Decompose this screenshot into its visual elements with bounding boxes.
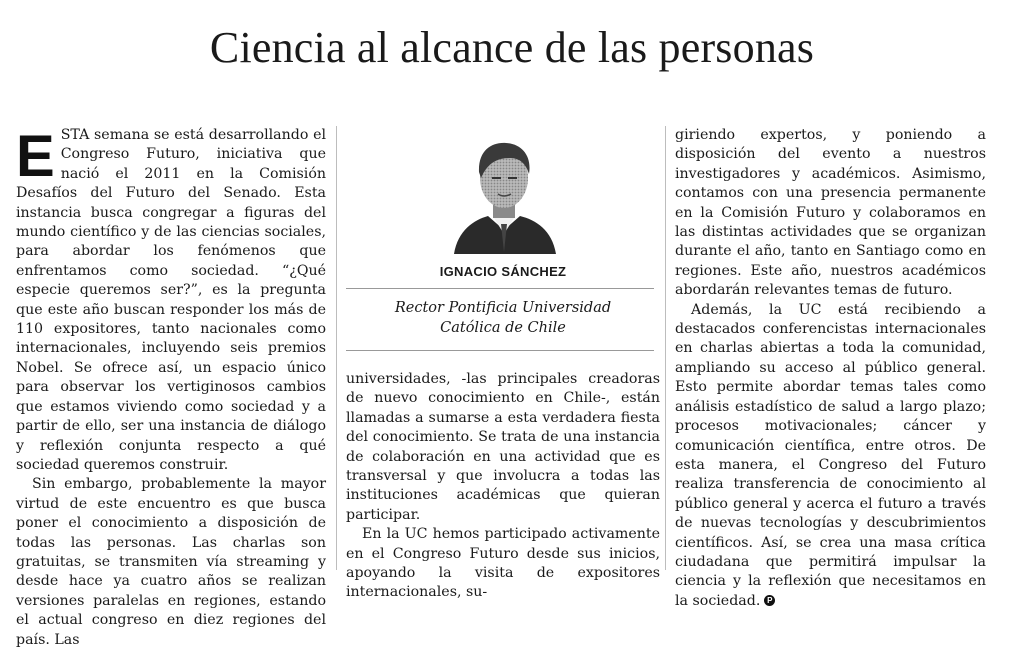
divider <box>346 350 654 351</box>
headline: Ciencia al alcance de las personas <box>209 23 815 72</box>
drop-cap: E <box>16 124 55 189</box>
paragraph: Sin embargo, probablemente la mayor virtud de este encuentro es que busca poner el conocimiento a disposición de todas las personas. Las charlas son gratuitas, se transmiten vía streaming y desde hace ya cuatro años se realizan versiones paralelas en regiones, estando el actual congreso en diez regiones del país. Las <box>16 476 326 648</box>
paragraph-text: Además, la UC está recibiendo a destacados conferencistas internacionales en charlas abiertas a toda la comunidad, ampliando su acceso al público general. Esto permite abordar temas tales como análisis estadístico de salud a largo plazo; procesos motivacionales; cáncer y comunicación científica, entre otros. De esta manera, el Congreso del Futuro realiza transferencia de conocimiento al público general y acerca el futuro a través de nuevas tecnologías y descubrimientos científicos. Así, se crea una masa crítica ciudadana que permitirá impulsar la ciencia y la reflexión que necesitamos en la sociedad. <box>675 301 986 609</box>
author-name: IGNACIO SÁNCHEZ <box>439 264 567 279</box>
paragraph: universidades, -las principales creadoras de nuevo conocimiento en Chile-, están llamadas a sumarse a esta verdadera fiesta del conocimiento. Se trata de una instancia de colaboración en una actividad que es transversal y que involucra a todas las instituciones académicas que quieran participar. <box>346 371 660 523</box>
end-mark-icon: P <box>764 595 775 606</box>
author-title <box>346 298 660 338</box>
paragraph: giriendo expertos, y poniendo a disposición del evento a nuestros investigadores y académicos. Asimismo, contamos con una presencia permanente en la Comisión Futuro y colaboramos en las distintas actividades que se organizan durante el año, tanto en Santiago como en regiones. Este año, nuestros académicos abordarán relevantes temas de futuro. <box>675 127 986 299</box>
article-column-2 <box>346 370 660 603</box>
paragraph <box>675 301 986 612</box>
author-portrait <box>448 134 560 254</box>
article-column-1 <box>16 126 326 650</box>
paragraph-text: STA semana se está desarrollando el Congreso Futuro, iniciativa que nació el 2011 en la Comisión Desafíos del Futuro del Senado. Esta instancia busca congregar a figuras del mundo científico y de las ciencias sociales, para abordar los fenómenos que enfrentamos como sociedad. “¿Qué especie queremos ser?”, es la pregunta que este año buscan responder los más de 110 expositores, tanto nacionales como internacionales, incluyendo seis premios Nobel. Se ofrece así, un espacio único para observar los vertiginosos cambios que estamos viviendo como sociedad y a partir de ello, ser una instancia de diálogo y reflexión conjunta respecto a qué sociedad queremos construir. <box>16 127 326 473</box>
paragraph: En la UC hemos participado activamente en el Congreso Futuro desde sus inicios, apoyando la visita de expositores internacionales, su- <box>346 526 660 601</box>
divider <box>346 288 654 289</box>
author-title-line: Católica de Chile <box>440 320 566 336</box>
column-divider <box>336 126 337 570</box>
author-title-line: Rector Pontificia Universidad <box>394 300 612 316</box>
column-divider <box>665 126 666 570</box>
article-column-3 <box>675 126 986 611</box>
paragraph <box>16 126 326 475</box>
